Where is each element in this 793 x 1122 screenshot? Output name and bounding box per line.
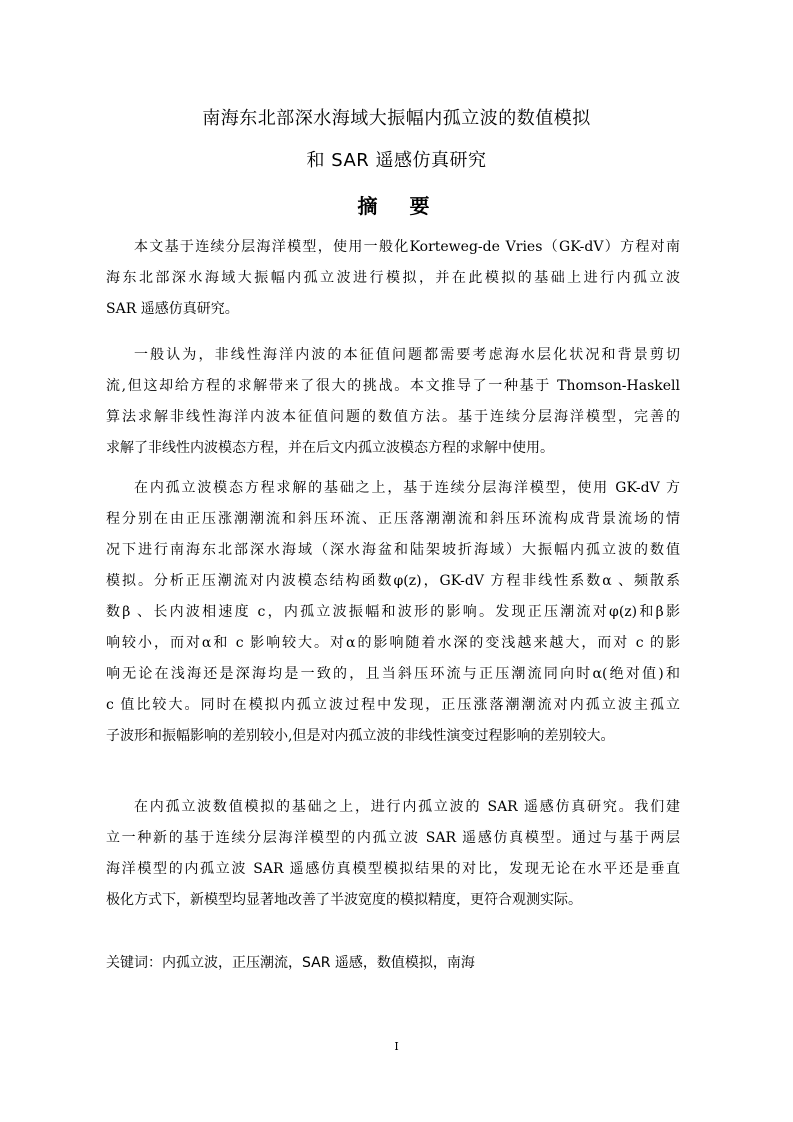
page-number: I bbox=[394, 1040, 399, 1053]
paragraph-line: c 值比较大。同时在模拟内孤立波过程中发现，正压涨落潮潮流对内孤立波主孤立 bbox=[106, 697, 680, 713]
paragraph-line: 在内孤立波模态方程求解的基础之上，基于连续分层海洋模型，使用 GK-dV 方 bbox=[134, 480, 680, 496]
paragraph-line: 海洋模型的内孤立波 SAR 遥感仿真模型模拟结果的对比，发现无论在水平还是垂直 bbox=[106, 861, 680, 877]
paragraph-line: SAR 遥感仿真研究。 bbox=[106, 301, 239, 317]
paragraph-line: 在内孤立波数值模拟的基础之上，进行内孤立波的 SAR 遥感仿真研究。我们建 bbox=[134, 799, 680, 815]
paragraph-line: 响较小，而对α和 c 影响较大。对α的影响随着水深的变浅越来越大，而对 c 的影 bbox=[106, 635, 680, 651]
keywords-values: 内孤立波，正压潮流，SAR 遥感，数值模拟，南海 bbox=[162, 955, 475, 971]
abstract-paragraph-2 bbox=[106, 340, 680, 464]
abstract-paragraph-3 bbox=[106, 473, 680, 752]
paragraph-line: 一般认为，非线性海洋内波的本征值问题都需要考虑海水层化状况和背景剪切 bbox=[134, 347, 680, 363]
paragraph-line: 数β 、长内波相速度 c，内孤立波振幅和波形的影响。发现正压潮流对φ(z)和β影 bbox=[106, 604, 680, 620]
abstract-paragraph-1 bbox=[106, 232, 680, 325]
paragraph-line: 极化方式下，新模型均显著地改善了半波宽度的模拟精度，更符合观测实际。 bbox=[106, 892, 582, 908]
paragraph-line: 子波形和振幅影响的差别较小,但是对内孤立波的非线性演变过程影响的差别较大。 bbox=[106, 728, 615, 744]
paragraph-line: 模拟。分析正压潮流对内波模态结构函数φ(z)，GK-dV 方程非线性系数α 、频散系 bbox=[106, 573, 680, 589]
abstract-heading: 摘 要 bbox=[357, 194, 436, 218]
paragraph-line: 求解了非线性内波模态方程，并在后文内孤立波模态方程的求解中使用。 bbox=[106, 440, 554, 456]
abstract-paragraph-4 bbox=[106, 792, 680, 916]
paper-title-line-2: 和 SAR 遥感仿真研究 bbox=[306, 150, 487, 171]
paper-title-line-1: 南海东北部深水海域大振幅内孤立波的数值模拟 bbox=[202, 108, 591, 129]
paragraph-line: 海东北部深水海域大振幅内孤立波进行模拟，并在此模拟的基础上进行内孤立波 bbox=[106, 270, 680, 286]
paragraph-line: 程分别在由正压涨潮潮流和斜压环流、正压落潮潮流和斜压环流构成背景流场的情 bbox=[106, 511, 680, 527]
paragraph-line: 本文基于连续分层海洋模型，使用一般化Korteweg-de Vries（GK-dV）方程对南 bbox=[134, 239, 680, 255]
paragraph-line: 算法求解非线性海洋内波本征值问题的数值方法。基于连续分层海洋模型，完善的 bbox=[106, 409, 680, 425]
keywords bbox=[106, 952, 475, 972]
paragraph-line: 况下进行南海东北部深水海域（深水海盆和陆架坡折海域）大振幅内孤立波的数值 bbox=[106, 542, 680, 558]
paragraph-line: 流,但这却给方程的求解带来了很大的挑战。本文推导了一种基于 Thomson-Haskell bbox=[106, 378, 680, 394]
keywords-label: 关键词： bbox=[106, 955, 162, 971]
paragraph-line: 响无论在浅海还是深海均是一致的，且当斜压环流与正压潮流同向时α(绝对值)和 bbox=[106, 666, 680, 682]
paragraph-line: 立一种新的基于连续分层海洋模型的内孤立波 SAR 遥感仿真模型。通过与基于两层 bbox=[106, 830, 680, 846]
